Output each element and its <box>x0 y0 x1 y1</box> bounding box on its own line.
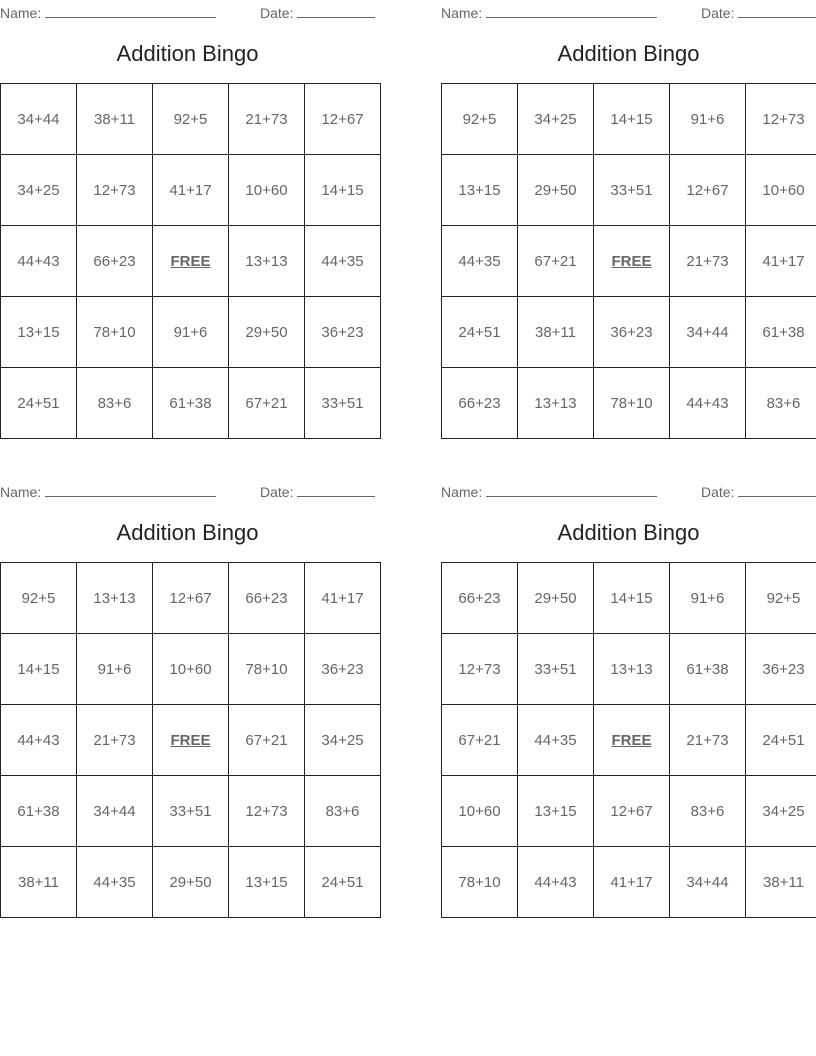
bingo-cell: 92+5 <box>442 84 518 155</box>
bingo-cell: 12+73 <box>77 155 153 226</box>
bingo-cell: 29+50 <box>518 155 594 226</box>
bingo-row <box>1 297 381 368</box>
bingo-cell: 13+15 <box>442 155 518 226</box>
card-header <box>441 0 816 22</box>
card-header <box>0 479 375 501</box>
bingo-cell: 21+73 <box>670 705 746 776</box>
bingo-cell: 14+15 <box>594 563 670 634</box>
bingo-row <box>442 226 816 297</box>
bingo-cell: 29+50 <box>518 563 594 634</box>
name-label: Name: <box>441 484 483 500</box>
bingo-cell: 13+13 <box>229 226 305 297</box>
date-field <box>701 3 816 21</box>
bingo-cell: 38+11 <box>77 84 153 155</box>
date-blank-line <box>738 3 816 18</box>
date-blank-line <box>297 3 375 18</box>
date-label: Date: <box>260 484 294 500</box>
free-space-cell: FREE <box>594 226 670 297</box>
bingo-cell: 13+13 <box>594 634 670 705</box>
card-title: Addition Bingo <box>116 41 259 66</box>
bingo-cell: 83+6 <box>77 368 153 439</box>
date-blank-line <box>297 482 375 497</box>
date-label: Date: <box>701 5 735 21</box>
bingo-cell: 44+43 <box>518 847 594 918</box>
bingo-cell: 33+51 <box>594 155 670 226</box>
bingo-row <box>442 155 816 226</box>
date-label: Date: <box>701 484 735 500</box>
bingo-cell: 29+50 <box>229 297 305 368</box>
bingo-card <box>441 0 816 412</box>
bingo-cell: 83+6 <box>746 368 816 439</box>
bingo-cell: 36+23 <box>305 634 381 705</box>
bingo-cell: 10+60 <box>746 155 816 226</box>
card-header <box>0 0 375 22</box>
bingo-cell: 44+43 <box>1 705 77 776</box>
bingo-cell: 34+25 <box>746 776 816 847</box>
bingo-cell: 38+11 <box>1 847 77 918</box>
card-header <box>441 479 816 501</box>
bingo-cell: 13+15 <box>1 297 77 368</box>
bingo-cell: 91+6 <box>153 297 229 368</box>
bingo-cell: 78+10 <box>442 847 518 918</box>
bingo-cell: 24+51 <box>746 705 816 776</box>
bingo-cell: 13+13 <box>518 368 594 439</box>
bingo-cell: 24+51 <box>442 297 518 368</box>
name-label: Name: <box>0 5 42 21</box>
bingo-cell: 36+23 <box>746 634 816 705</box>
bingo-cell: 14+15 <box>594 84 670 155</box>
bingo-row <box>1 563 381 634</box>
bingo-cell: 29+50 <box>153 847 229 918</box>
bingo-cell: 44+35 <box>518 705 594 776</box>
bingo-grid <box>441 562 816 918</box>
bingo-cell: 34+25 <box>518 84 594 155</box>
bingo-cell: 33+51 <box>518 634 594 705</box>
bingo-cell: 12+67 <box>670 155 746 226</box>
name-label: Name: <box>0 484 42 500</box>
bingo-cell: 34+44 <box>77 776 153 847</box>
bingo-cell: 36+23 <box>305 297 381 368</box>
bingo-cell: 34+25 <box>1 155 77 226</box>
bingo-cell: 67+21 <box>229 368 305 439</box>
name-blank-line <box>486 482 657 497</box>
date-field <box>260 3 375 21</box>
bingo-cell: 12+73 <box>746 84 816 155</box>
bingo-cell: 34+44 <box>1 84 77 155</box>
bingo-row <box>442 776 816 847</box>
bingo-cell: 91+6 <box>670 563 746 634</box>
bingo-cell: 66+23 <box>442 563 518 634</box>
bingo-card <box>441 479 816 891</box>
bingo-cell: 67+21 <box>518 226 594 297</box>
bingo-cell: 78+10 <box>229 634 305 705</box>
name-blank-line <box>45 3 216 18</box>
bingo-cell: 44+43 <box>1 226 77 297</box>
bingo-cell: 12+67 <box>305 84 381 155</box>
bingo-cell: 21+73 <box>77 705 153 776</box>
bingo-cell: 24+51 <box>305 847 381 918</box>
name-field <box>441 3 657 21</box>
card-title: Addition Bingo <box>116 520 259 545</box>
bingo-row <box>442 847 816 918</box>
bingo-cell: 34+44 <box>670 847 746 918</box>
bingo-cell: 61+38 <box>153 368 229 439</box>
bingo-cell: 12+73 <box>229 776 305 847</box>
bingo-row <box>442 563 816 634</box>
bingo-cell: 67+21 <box>442 705 518 776</box>
bingo-cell: 61+38 <box>746 297 816 368</box>
bingo-cell: 44+43 <box>670 368 746 439</box>
bingo-cell: 78+10 <box>594 368 670 439</box>
bingo-cell: 83+6 <box>305 776 381 847</box>
date-blank-line <box>738 482 816 497</box>
bingo-cell: 66+23 <box>77 226 153 297</box>
bingo-cell: 38+11 <box>746 847 816 918</box>
bingo-cell: 66+23 <box>229 563 305 634</box>
bingo-cell: 36+23 <box>594 297 670 368</box>
bingo-cell: 12+73 <box>442 634 518 705</box>
bingo-row <box>1 84 381 155</box>
bingo-row <box>1 155 381 226</box>
bingo-cell: 67+21 <box>229 705 305 776</box>
bingo-cell: 34+44 <box>670 297 746 368</box>
bingo-cell: 13+15 <box>518 776 594 847</box>
name-field <box>0 3 216 21</box>
name-field <box>441 482 657 500</box>
bingo-row <box>1 705 381 776</box>
bingo-row <box>1 847 381 918</box>
free-space-cell: FREE <box>594 705 670 776</box>
bingo-cell: 41+17 <box>746 226 816 297</box>
bingo-cell: 61+38 <box>670 634 746 705</box>
bingo-card <box>0 0 375 412</box>
bingo-cell: 10+60 <box>153 634 229 705</box>
bingo-cell: 10+60 <box>229 155 305 226</box>
bingo-cell: 41+17 <box>153 155 229 226</box>
bingo-row <box>1 634 381 705</box>
bingo-row <box>1 226 381 297</box>
bingo-cell: 44+35 <box>305 226 381 297</box>
bingo-grid <box>0 83 381 439</box>
bingo-grid <box>441 83 816 439</box>
date-field <box>701 482 816 500</box>
free-space-cell: FREE <box>153 226 229 297</box>
date-field <box>260 482 375 500</box>
card-title: Addition Bingo <box>557 41 700 66</box>
name-field <box>0 482 216 500</box>
bingo-cell: 41+17 <box>305 563 381 634</box>
bingo-cell: 92+5 <box>153 84 229 155</box>
bingo-row <box>442 368 816 439</box>
bingo-grid <box>0 562 381 918</box>
bingo-cell: 10+60 <box>442 776 518 847</box>
bingo-cell: 83+6 <box>670 776 746 847</box>
bingo-row <box>442 297 816 368</box>
bingo-row <box>1 368 381 439</box>
bingo-cell: 24+51 <box>1 368 77 439</box>
bingo-cell: 33+51 <box>305 368 381 439</box>
bingo-cell: 91+6 <box>77 634 153 705</box>
name-label: Name: <box>441 5 483 21</box>
card-title: Addition Bingo <box>557 520 700 545</box>
bingo-cell: 13+13 <box>77 563 153 634</box>
bingo-cell: 61+38 <box>1 776 77 847</box>
bingo-cell: 92+5 <box>1 563 77 634</box>
bingo-cell: 41+17 <box>594 847 670 918</box>
bingo-cell: 21+73 <box>229 84 305 155</box>
bingo-card <box>0 479 375 891</box>
bingo-cell: 78+10 <box>77 297 153 368</box>
bingo-cell: 12+67 <box>153 563 229 634</box>
bingo-cell: 21+73 <box>670 226 746 297</box>
name-blank-line <box>45 482 216 497</box>
bingo-cell: 34+25 <box>305 705 381 776</box>
date-label: Date: <box>260 5 294 21</box>
bingo-row <box>442 705 816 776</box>
bingo-cell: 13+15 <box>229 847 305 918</box>
bingo-cell: 38+11 <box>518 297 594 368</box>
bingo-row <box>1 776 381 847</box>
bingo-cell: 12+67 <box>594 776 670 847</box>
bingo-cell: 14+15 <box>305 155 381 226</box>
bingo-cell: 33+51 <box>153 776 229 847</box>
bingo-cell: 14+15 <box>1 634 77 705</box>
bingo-row <box>442 634 816 705</box>
bingo-cell: 91+6 <box>670 84 746 155</box>
bingo-cell: 44+35 <box>77 847 153 918</box>
bingo-row <box>442 84 816 155</box>
free-space-cell: FREE <box>153 705 229 776</box>
bingo-cell: 66+23 <box>442 368 518 439</box>
bingo-cell: 44+35 <box>442 226 518 297</box>
name-blank-line <box>486 3 657 18</box>
bingo-cell: 92+5 <box>746 563 816 634</box>
